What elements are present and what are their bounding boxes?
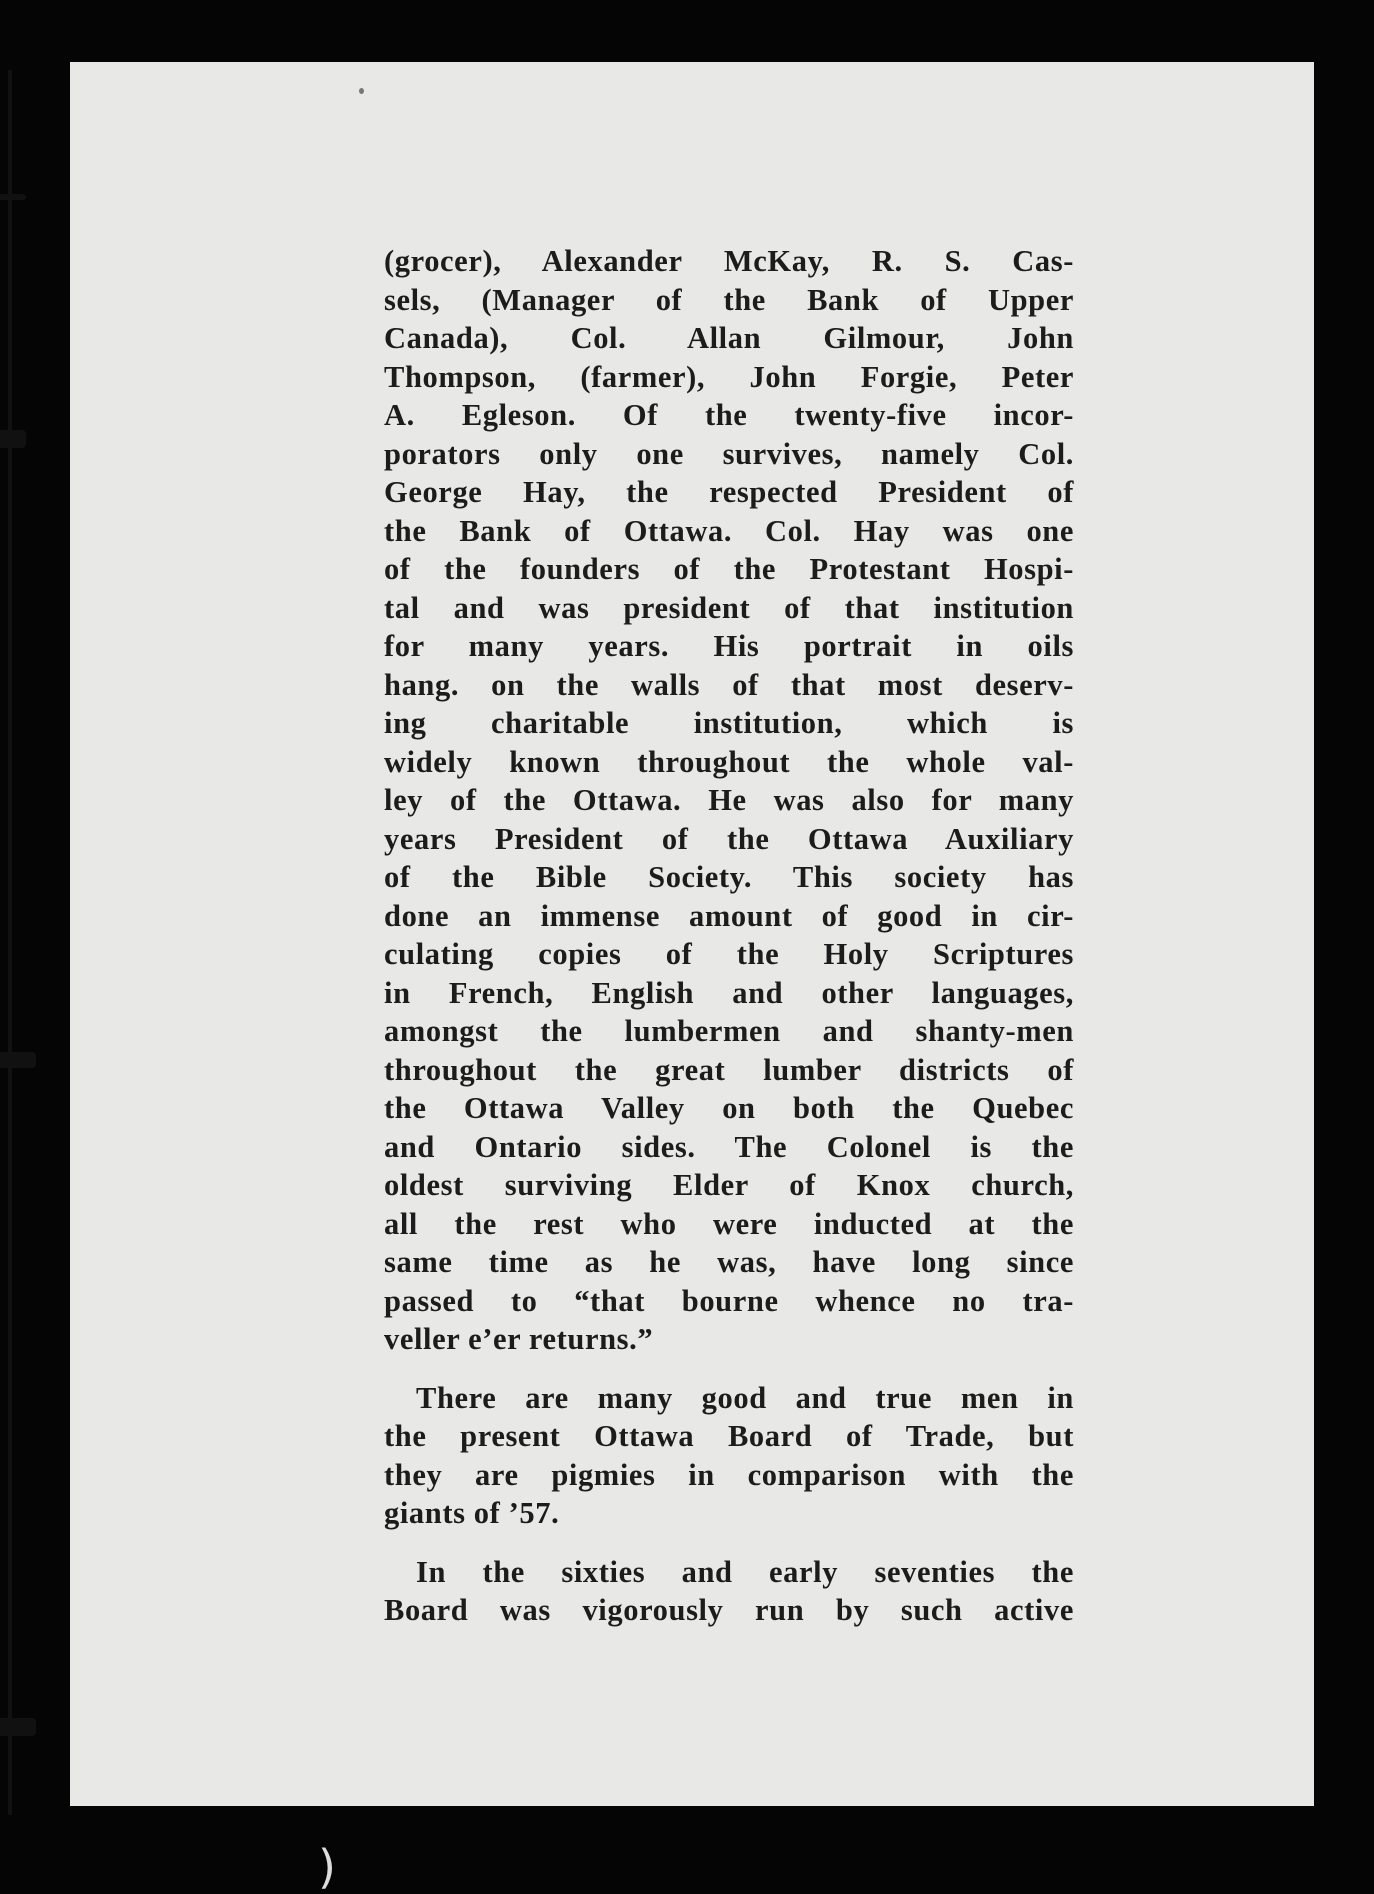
text-line: A. Egleson. Of the twenty-five incor-: [384, 398, 1074, 432]
text-line: throughout the great lumber districts of: [384, 1052, 1074, 1087]
text-line: years President of the Ottawa Auxiliary: [384, 821, 1074, 856]
text-line: Thompson, (farmer), John Forgie, Peter: [384, 359, 1074, 394]
text-line: the Ottawa Valley on both the Quebec: [384, 1091, 1074, 1125]
binding-knot: [0, 1052, 36, 1068]
text-line: sels, (Manager of the Bank of Upper: [384, 282, 1074, 317]
paragraph-spacing: [384, 1359, 1074, 1379]
paragraph-3: [384, 1553, 1074, 1630]
paper-speck: [359, 88, 364, 94]
text-line: they are pigmies in comparison with the: [384, 1457, 1074, 1492]
text-line: widely known throughout the whole val-: [384, 744, 1074, 779]
text-line: veller e’er returns.”: [384, 1322, 654, 1356]
text-line: hang. on the walls of that most deserv-: [384, 667, 1074, 702]
text-line: all the rest who were inducted at the: [384, 1206, 1074, 1241]
text-line: Board was vigorously run by such active: [384, 1593, 1074, 1627]
text-line: of the founders of the Protestant Hospi-: [384, 552, 1074, 586]
text-line: passed to “that bourne whence no tra-: [384, 1283, 1074, 1318]
scan-edge-artifact: ): [318, 1840, 336, 1894]
text-line: Canada), Col. Allan Gilmour, John: [384, 321, 1074, 355]
page-binding-thread: [0, 70, 22, 1815]
text-line: ley of the Ottawa. He was also for many: [384, 783, 1074, 817]
binding-knot: [0, 1718, 36, 1736]
paragraph-1: [384, 242, 1074, 1359]
paragraph-2: [384, 1379, 1074, 1533]
text-line: done an immense amount of good in cir-: [384, 898, 1074, 933]
text-line: amongst the lumbermen and shanty-men: [384, 1014, 1074, 1048]
text-line: and Ontario sides. The Colonel is the: [384, 1129, 1074, 1164]
text-line: tal and was president of that institution: [384, 590, 1074, 625]
text-line: same time as he was, have long since: [384, 1245, 1074, 1279]
text-line: (grocer), Alexander McKay, R. S. Cas-: [384, 244, 1074, 278]
document-body-text: [384, 242, 1074, 1630]
text-line: the present Ottawa Board of Trade, but: [384, 1419, 1074, 1453]
text-line: porators only one survives, namely Col.: [384, 436, 1074, 471]
text-line: oldest surviving Elder of Knox church,: [384, 1168, 1074, 1202]
text-line: in French, English and other languages,: [384, 975, 1074, 1010]
text-line: culating copies of the Holy Scriptures: [384, 937, 1074, 971]
binding-thread-line: [8, 70, 12, 1815]
text-line: ing charitable institution, which is: [384, 706, 1074, 740]
text-line: of the Bible Society. This society has: [384, 860, 1074, 894]
text-line: the Bank of Ottawa. Col. Hay was one: [384, 513, 1074, 548]
binding-knot: [0, 194, 26, 200]
text-line: giants of ’57.: [384, 1496, 560, 1530]
binding-knot: [0, 430, 26, 448]
text-line: In the sixties and early seventies the: [416, 1554, 1074, 1589]
text-line: George Hay, the respected President of: [384, 475, 1074, 509]
paragraph-spacing: [384, 1533, 1074, 1553]
text-line: for many years. His portrait in oils: [384, 629, 1074, 663]
text-line: There are many good and true men in: [416, 1380, 1074, 1415]
